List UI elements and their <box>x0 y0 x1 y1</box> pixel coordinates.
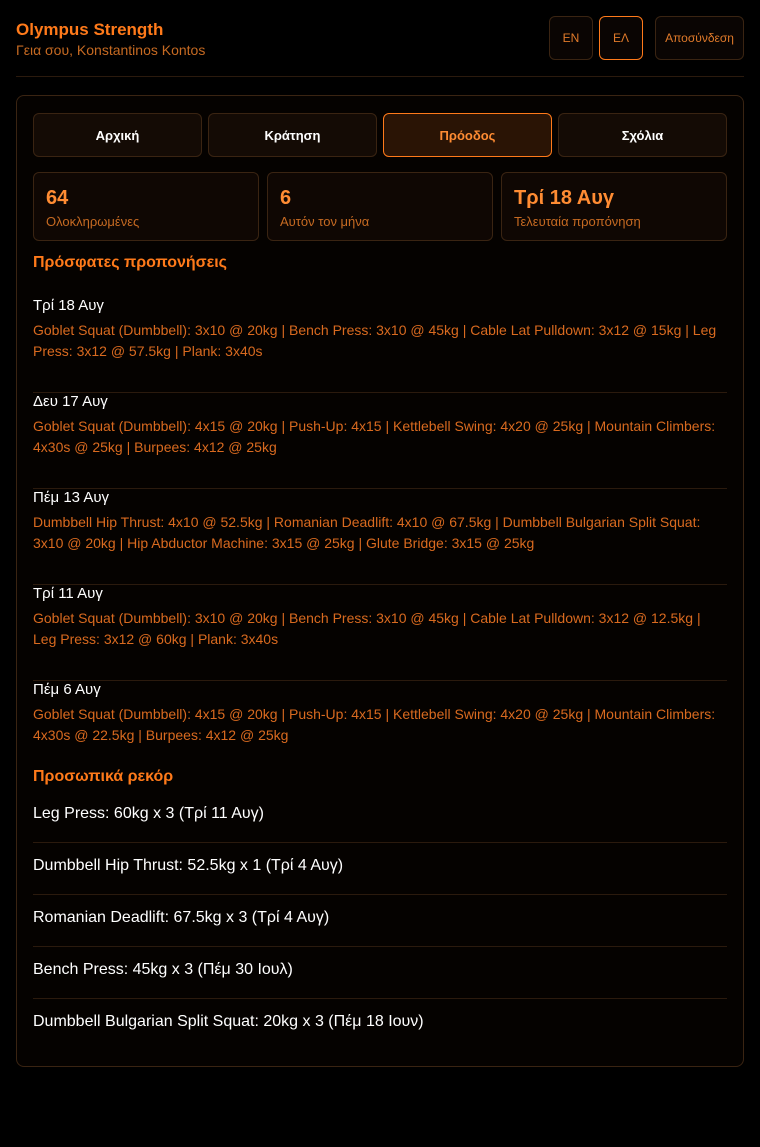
stat-value: 64 <box>46 187 69 209</box>
record-text: Bench Press: 45kg x 3 (Πέμ 30 Ιουλ) <box>33 961 293 978</box>
record-item <box>33 895 727 947</box>
stat-card-completed <box>33 172 259 241</box>
session-date: Τρί 18 Αυγ <box>33 297 104 314</box>
recent-workouts-title: Πρόσφατες προπονήσεις <box>33 254 227 271</box>
app-header <box>16 16 744 77</box>
personal-records-title: Προσωπικά ρεκόρ <box>33 768 174 785</box>
list-item <box>33 393 727 489</box>
stat-card-last-workout <box>501 172 727 241</box>
session-date: Τρί 11 Αυγ <box>33 585 103 602</box>
stat-label: Τελευταία προπόνηση <box>514 214 641 229</box>
list-item <box>33 297 727 393</box>
stat-label: Αυτόν τον μήνα <box>280 214 370 229</box>
record-item <box>33 947 727 999</box>
list-item <box>33 681 727 777</box>
tab-progress[interactable]: Πρόοδος <box>383 113 552 157</box>
greeting-text: Γεια σου, Konstantinos Kontos <box>16 42 206 58</box>
session-date: Πέμ 13 Αυγ <box>33 489 110 506</box>
list-item <box>33 489 727 585</box>
record-text: Dumbbell Bulgarian Split Squat: 20kg x 3 (Πέμ 18 Ιουν) <box>33 1013 424 1030</box>
session-detail: Goblet Squat (Dumbbell): 3x10 @ 20kg | Bench Press: 3x10 @ 45kg | Cable Lat Pulldown: 3x12 @ 15kg | Leg Press: 3x12 @ 57.5kg | Plank: 3x40s <box>33 322 717 359</box>
session-date: Πέμ 6 Αυγ <box>33 681 101 698</box>
session-detail: Goblet Squat (Dumbbell): 4x15 @ 20kg | Push-Up: 4x15 | Kettlebell Swing: 4x20 @ 25kg | Mountain Climbers: 4x30s @ 25kg | Burpees: 4x12 @ 25kg <box>33 418 716 455</box>
tab-feedback[interactable]: Σχόλια <box>558 113 727 157</box>
progress-panel <box>16 95 744 1067</box>
record-text: Romanian Deadlift: 67.5kg x 3 (Τρί 4 Αυγ) <box>33 909 330 926</box>
session-date: Δευ 17 Αυγ <box>33 393 108 410</box>
tab-home[interactable]: Αρχική <box>33 113 202 157</box>
record-item <box>33 791 727 843</box>
session-detail: Dumbbell Hip Thrust: 4x10 @ 52.5kg | Romanian Deadlift: 4x10 @ 67.5kg | Dumbbell Bulgarian Split Squat: 3x10 @ 20kg | Hip Abductor Machine: 3x15 @ 25kg | Glute Bridge: 3x15 @ 25kg <box>33 514 701 551</box>
language-en-button[interactable]: EN <box>549 16 593 60</box>
stat-label: Ολοκληρωμένες <box>46 214 140 229</box>
language-el-button[interactable]: ΕΛ <box>599 16 643 60</box>
stat-card-this-month <box>267 172 493 241</box>
logout-button[interactable]: Αποσύνδεση <box>655 16 744 60</box>
tab-booking[interactable]: Κράτηση <box>208 113 377 157</box>
stat-value: Τρί 18 Αυγ <box>514 187 614 209</box>
stat-value: 6 <box>280 187 292 209</box>
record-item <box>33 843 727 895</box>
session-detail: Goblet Squat (Dumbbell): 4x15 @ 20kg | Push-Up: 4x15 | Kettlebell Swing: 4x20 @ 25kg | Mountain Climbers: 4x30s @ 22.5kg | Burpees: 4x12 @ 25kg <box>33 706 716 743</box>
record-item <box>33 999 727 1051</box>
record-text: Dumbbell Hip Thrust: 52.5kg x 1 (Τρί 4 Αυγ) <box>33 857 344 874</box>
brand-title: Olympus Strength <box>16 20 164 39</box>
list-item <box>33 585 727 681</box>
record-text: Leg Press: 60kg x 3 (Τρί 11 Αυγ) <box>33 805 264 822</box>
session-detail: Goblet Squat (Dumbbell): 3x10 @ 20kg | Bench Press: 3x10 @ 45kg | Cable Lat Pulldown: 3x12 @ 12.5kg | Leg Press: 3x12 @ 60kg | Plank: 3x40s <box>33 610 701 647</box>
